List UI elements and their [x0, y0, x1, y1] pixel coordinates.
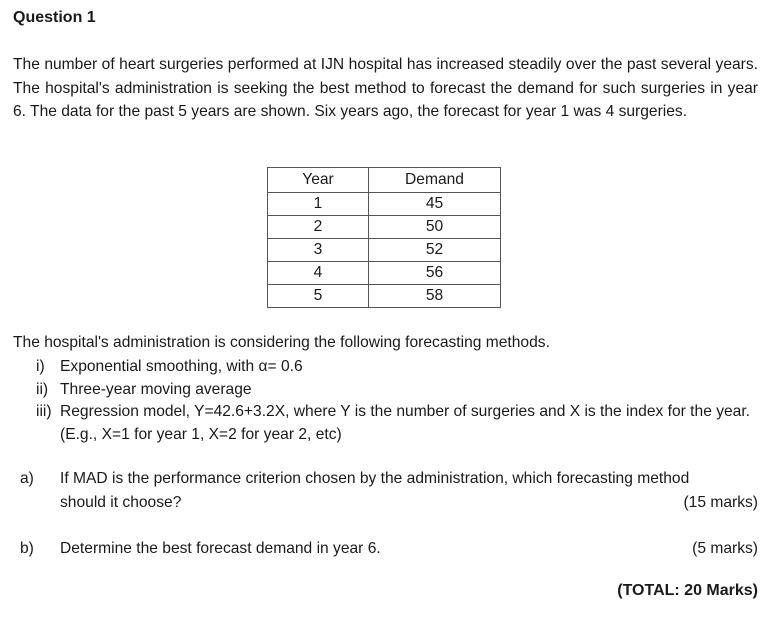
- table-row: [268, 262, 501, 285]
- year-cell: 2: [268, 216, 369, 239]
- method-text: Regression model, Y=42.6+3.2X, where Y is the number of surgeries and X is the index for the year. (E.g., X=1 for year 1, X=2 for year 2, etc): [60, 403, 750, 443]
- question-a-text-cont: should it choose?: [60, 493, 182, 511]
- demand-cell: 52: [369, 239, 501, 262]
- question-b-marks: (5 marks): [692, 540, 758, 557]
- question-intro: The number of heart surgeries performed at IJN hospital has increased steadily over the past several years. The hospital's administration is seeking the best method to forecast the demand for such surgeries in year 6. The data for the past 5 years are shown. Six years ago, the forecast for year 1 was 4 surgeries.: [13, 56, 758, 120]
- table-row: [268, 216, 501, 239]
- header-year: Year: [268, 168, 369, 193]
- year-cell: 1: [268, 193, 369, 216]
- method-number: ii): [36, 380, 49, 398]
- table-row: [268, 239, 501, 262]
- methods-list: [36, 356, 758, 446]
- method-item: [36, 379, 758, 402]
- table-row: [268, 285, 501, 308]
- methods-intro: The hospital's administration is considering the following forecasting methods.: [13, 334, 550, 351]
- question-a-label: a): [20, 470, 34, 487]
- table-row: [268, 193, 501, 216]
- year-cell: 3: [268, 239, 369, 262]
- total-marks: (TOTAL: 20 Marks): [617, 582, 758, 599]
- year-cell: 5: [268, 285, 369, 308]
- method-text: Three-year moving average: [60, 380, 252, 398]
- method-number: i): [36, 358, 45, 375]
- demand-cell: 58: [369, 285, 501, 308]
- table-header-row: [268, 168, 501, 193]
- question-title: Question 1: [13, 9, 96, 26]
- demand-table: [267, 167, 501, 308]
- question-b-label: b): [20, 540, 34, 557]
- method-text: Exponential smoothing, with α= 0.6: [60, 358, 303, 375]
- method-number: iii): [36, 403, 52, 420]
- question-b-text: Determine the best forecast demand in year 6.: [60, 540, 381, 557]
- question-a-text: If MAD is the performance criterion chosen by the administration, which forecasting method: [60, 470, 690, 487]
- question-b: [20, 537, 758, 561]
- method-item: [36, 401, 758, 446]
- demand-cell: 56: [369, 262, 501, 285]
- question-a-marks: (15 marks): [683, 493, 758, 511]
- demand-cell: 50: [369, 216, 501, 239]
- header-demand: Demand: [369, 168, 501, 193]
- method-item: [36, 356, 758, 379]
- year-cell: 4: [268, 262, 369, 285]
- question-a: [20, 467, 758, 514]
- demand-cell: 45: [369, 193, 501, 216]
